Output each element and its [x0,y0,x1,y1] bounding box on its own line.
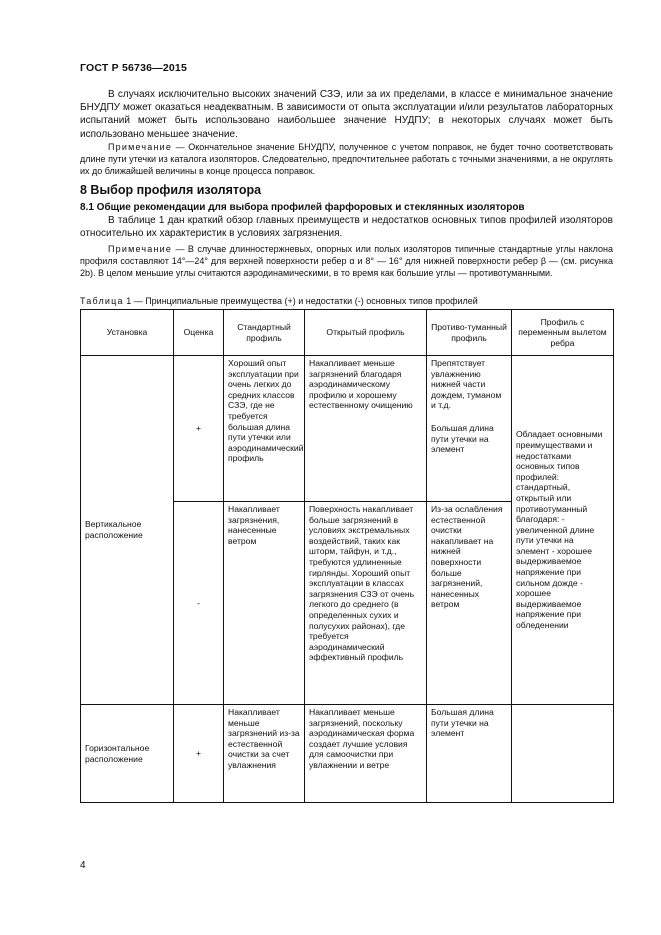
profiles-table [80,309,614,803]
cell-open: Накапливает меньше загрязнений, поскольку аэродинамическая форма создает лучшие условия для самоочистки при увлажнении и ветре [305,705,427,803]
table-row [81,356,614,502]
note-1 [80,142,613,177]
section-8-1-paragraph: В таблице 1 дан краткий обзор главных преимуществ и недостатков основных типов профилей изоляторов относительно их характеристик в условиях загрязнения. [80,215,613,240]
note-2-text: — В случае длинностержневых, опорных или полых изоляторов типичные стандартные углы наклона профиля составляют 14°—24° для верхней поверхности ребер α и 8° — 16° для нижней поверхности ребер β — (см. рисунка 2b). В целом меньшие углы считаются аэродинамическими, в то время как большие углы — противотуманными. [80,244,613,278]
cell-standard: Хороший опыт эксплуатации при очень легких до средних классов СЗЭ, где не требуется большая длина пути утечки или аэродинамический профиль [224,356,305,502]
note-1-text: — Окончательное значение БНУДПУ, полученное с учетом поправок, не будет точно соответствовать длине пути утечки из каталога изоляторов. Следовательно, предпочтительнее работать с точными значениями, а не округлять их до ближайшей величины в конце процесса поправок. [80,142,613,176]
header-antifog: Противо-туманный профиль [427,310,512,356]
grade-minus: - [174,502,224,705]
note-2-label: Примечание [108,244,173,254]
table-caption-label: Таблица [80,296,124,306]
header-variable: Профиль с переменным вылетом ребра [512,310,614,356]
grade-plus: + [174,356,224,502]
table-row [81,705,614,803]
header-install: Установка [81,310,174,356]
cell-open: Накапливает меньше загрязнений благодаря аэродинамическому профилю и хорошему естественному очищению [305,356,427,502]
note-2 [80,244,613,279]
table-caption-text: 1 — Принципиальные преимущества (+) и недостатки (-) основных типов профилей [123,296,478,306]
group-vertical: Вертикальное расположение [81,356,174,705]
cell-antifog: Из-за ослабления естественной очистки накапливает на нижней поверхности больше загрязнений, нанесенных ветром [427,502,512,705]
grade-plus: + [174,705,224,803]
section-8-title: 8 Выбор профиля изолятора [80,183,262,197]
header-standard: Стандартный профиль [224,310,305,356]
cell-antifog: Большая длина пути утечки на элемент [427,705,512,803]
cell-antifog-part-a: Препятствует увлажнению нижней части дождем, туманом и т.д. [431,358,502,411]
cell-standard: Накапливает меньше загрязнений из-за естественной очистки за счет увлажнения [224,705,305,803]
cell-antifog [427,356,512,502]
table-header-row [81,310,614,356]
cell-antifog-part-b: Большая длина пути утечки на элемент [431,422,494,455]
cell-open: Поверхность накапливает больше загрязнений в условиях экстремальных воздействий, таких как шторм, тайфун, и т.д., требуются удлиненные гирлянды. Хороший опыт эксплуатации в классах загрязнения СЗЭ от очень легкого до среднего (в определенных сухих и полусухих районах), где требуется аэродинамический эффективный профиль [305,502,427,705]
header-open: Открытый профиль [305,310,427,356]
page-number: 4 [80,860,86,871]
table-caption [80,296,478,306]
header-grade: Оценка [174,310,224,356]
note-1-label: Примечание [108,142,173,152]
intro-paragraph: В случаях исключительно высоких значений СЗЭ, или за их пределами, в классе е минимальное значение БНУДПУ может оказаться неадекватным. В зависимости от опыта эксплуатации и/или результатов лабораторных испытаний может быть использовано наибольшее значение НУДПУ; в некоторых случаях может быть использовано меньшее значение. [80,89,613,140]
cell-empty [512,705,614,803]
cell-standard: Накапливает загрязнения, нанесенные ветром [224,502,305,705]
group-horizontal: Горизонтальное расположение [81,705,174,803]
cell-variable: Обладает основными преимуществами и недостатками основных типов профилей: стандартный, открытый или противотуманный благодаря: - увеличенной длине пути утечки на элемент - хорошее выдерживаемое напряжение при сильном дожде - хорошее выдерживаемое напряжение при обледенении [512,356,614,705]
document-id: ГОСТ Р 56736—2015 [80,62,188,74]
subsection-8-1-title: 8.1 Общие рекомендации для выбора профилей фарфоровых и стеклянных изоляторов [80,202,525,213]
